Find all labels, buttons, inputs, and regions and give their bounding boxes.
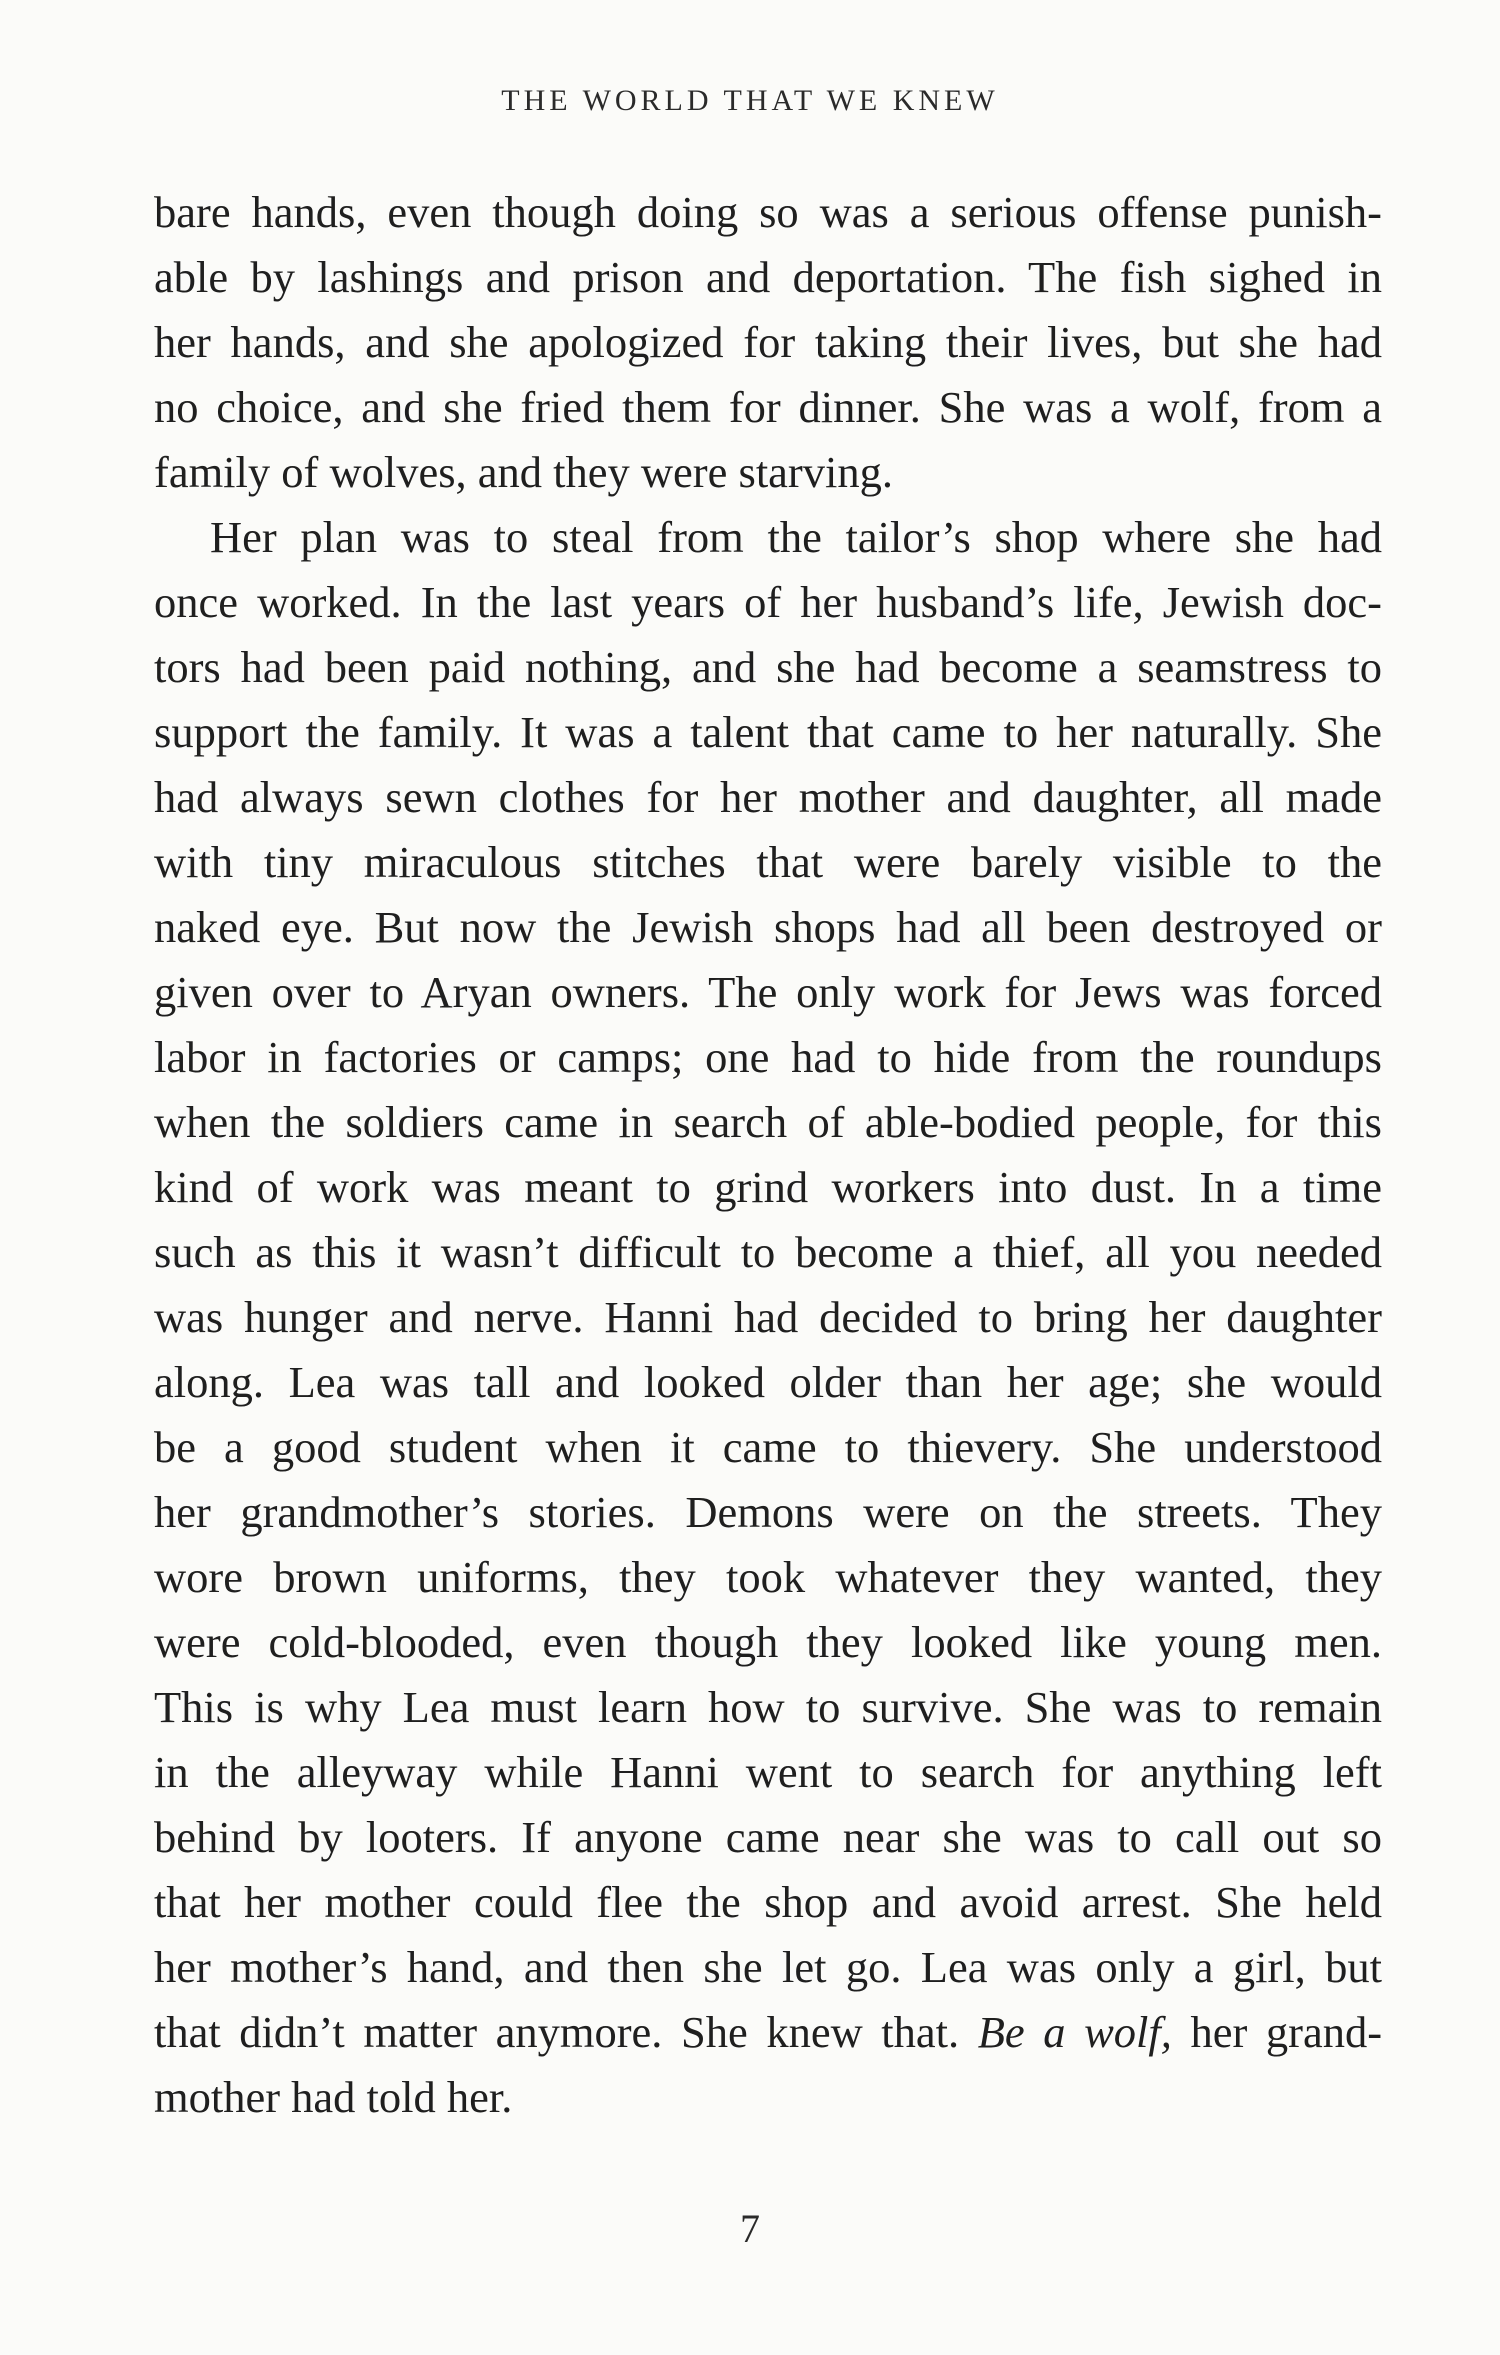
paragraph-2-line-20: in the alleyway while Hanni went to search for anything left (154, 1747, 1382, 1797)
paragraph-2-line-9: labor in factories or camps; one had to hide from the roundups (154, 1032, 1382, 1082)
paragraph-2-line-2: once worked. In the last years of her husband’s life, Jewish doc- (154, 577, 1382, 627)
paragraph-1-line-5: family of wolves, and they were starving. (154, 447, 893, 497)
paragraph-1-line-1: bare hands, even though doing so was a serious offense punish- (154, 187, 1382, 237)
paragraph-2-line-8: given over to Aryan owners. The only work for Jews was forced (154, 967, 1382, 1017)
paragraph-2-line-18: were cold-blooded, even though they looked like young men. (154, 1617, 1382, 1667)
paragraph-2-line-22: that her mother could flee the shop and avoid arrest. She held (154, 1877, 1382, 1927)
paragraph-2-line-15: be a good student when it came to thievery. She understood (154, 1422, 1382, 1472)
paragraph-2-line-13: was hunger and nerve. Hanni had decided to bring her daughter (154, 1292, 1382, 1342)
body-text (154, 180, 1382, 2130)
paragraph-2-line-21: behind by looters. If anyone came near she was to call out so (154, 1812, 1382, 1862)
paragraph-2-line-23: her mother’s hand, and then she let go. Lea was only a girl, but (154, 1942, 1382, 1992)
paragraph-1-line-3: her hands, and she apologized for taking their lives, but she had (154, 317, 1382, 367)
paragraph-2-line-19: This is why Lea must learn how to survive. She was to remain (154, 1682, 1382, 1732)
paragraph-2-line-25: mother had told her. (154, 2072, 513, 2122)
line-24-italic-text: Be a wolf, (977, 2007, 1172, 2057)
line-24-text-after: her grand- (1171, 2007, 1383, 2057)
paragraph-2-line-14: along. Lea was tall and looked older than her age; she would (154, 1357, 1382, 1407)
paragraph-2-line-12: such as this it wasn’t difficult to become a thief, all you needed (154, 1227, 1382, 1277)
paragraph-2-line-1: Her plan was to steal from the tailor’s shop where she had (210, 512, 1382, 562)
paragraph-2-line-5: had always sewn clothes for her mother and daughter, all made (154, 772, 1382, 822)
paragraph-1-line-2: able by lashings and prison and deportation. The fish sighed in (154, 252, 1382, 302)
paragraph-2-line-24 (154, 2000, 1382, 2065)
paragraph-2-line-17: wore brown uniforms, they took whatever they wanted, they (154, 1552, 1382, 1602)
page-number: 7 (740, 2206, 760, 2251)
paragraph-2-line-16: her grandmother’s stories. Demons were on the streets. They (154, 1487, 1382, 1537)
paragraph-2-line-11: kind of work was meant to grind workers into dust. In a time (154, 1162, 1382, 1212)
running-head: THE WORLD THAT WE KNEW (501, 84, 999, 117)
paragraph-2-line-4: support the family. It was a talent that came to her naturally. She (154, 707, 1382, 757)
paragraph-2-line-10: when the soldiers came in search of able-bodied people, for this (154, 1097, 1382, 1147)
paragraph-2-line-6: with tiny miraculous stitches that were barely visible to the (154, 837, 1382, 887)
paragraph-2-line-7: naked eye. But now the Jewish shops had all been destroyed or (154, 902, 1382, 952)
line-24-text-before: that didn’t matter anymore. She knew that. (154, 2007, 978, 2057)
paragraph-1-line-4: no choice, and she fried them for dinner. She was a wolf, from a (154, 382, 1382, 432)
paragraph-2-line-3: tors had been paid nothing, and she had become a seamstress to (154, 642, 1382, 692)
